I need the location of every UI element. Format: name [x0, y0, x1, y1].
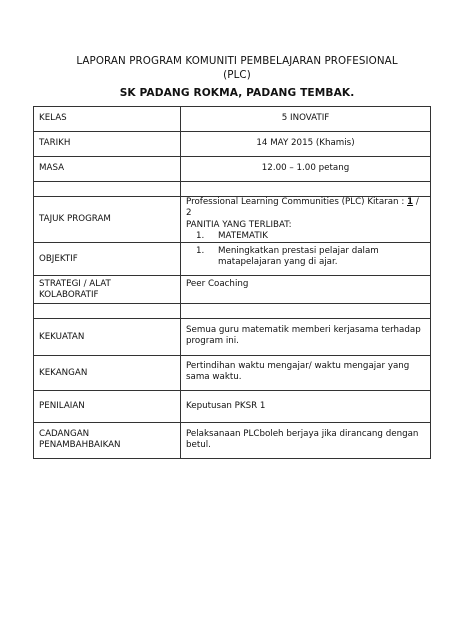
kelas-label: KELAS	[34, 107, 181, 132]
tajuk-slash: /	[413, 197, 419, 207]
row-tajuk	[34, 197, 431, 243]
tajuk-item-number: 1.	[196, 230, 205, 241]
tarikh-label: TARIKH	[34, 132, 181, 157]
row-spacer-2	[34, 304, 431, 319]
row-tarikh	[34, 132, 431, 157]
kekangan-label: KEKANGAN	[34, 356, 181, 391]
tarikh-value: 14 MAY 2015 (Khamis)	[181, 132, 431, 157]
kelas-value: 5 INOVATIF	[181, 107, 431, 132]
kekuatan-line2: program ini.	[186, 336, 239, 347]
row-kekuatan	[34, 319, 431, 356]
tajuk-label: TAJUK PROGRAM	[34, 197, 181, 243]
penilaian-label: PENILAIAN	[34, 391, 181, 423]
tajuk-item: MATEMATIK	[218, 230, 268, 241]
school-name: SK PADANG ROKMA, PADANG TEMBAK.	[119, 87, 355, 99]
row-spacer-1	[34, 182, 431, 197]
objektif-line2: matapelajaran yang di ajar.	[218, 257, 338, 268]
masa-value: 12.00 – 1.00 petang	[181, 157, 431, 182]
penilaian-value: Keputusan PKSR 1	[181, 391, 431, 423]
tajuk-panitia: PANITIA YANG TERLIBAT:	[186, 219, 292, 230]
kekangan-line1: Pertindihan waktu mengajar/ waktu mengajar yang	[186, 361, 410, 372]
masa-label: MASA	[34, 157, 181, 182]
row-strategi	[34, 276, 431, 304]
kekuatan-line1: Semua guru matematik memberi kerjasama terhadap	[186, 325, 421, 336]
report-title-line2: (PLC)	[223, 69, 251, 81]
tajuk-part-number: 1	[407, 197, 414, 207]
cadangan-value	[181, 423, 431, 459]
tajuk-line1: Professional Learning Communities (PLC) Kitaran :	[186, 197, 408, 207]
row-kelas	[34, 107, 431, 132]
objektif-value	[181, 243, 431, 276]
cadangan-label	[34, 423, 181, 459]
cadangan-label-line2: PENAMBAHBAIKAN	[39, 440, 121, 451]
row-objektif	[34, 243, 431, 276]
cadangan-label-line1: CADANGAN	[39, 429, 90, 440]
tajuk-line2: 2	[186, 208, 192, 219]
strategi-label-line1: STRATEGI / ALAT	[39, 279, 111, 290]
strategi-label-line2: KOLABORATIF	[39, 290, 99, 301]
cadangan-line2: betul.	[186, 440, 211, 451]
cadangan-line1: Pelaksanaan PLCboleh berjaya jika dirancang dengan	[186, 429, 419, 440]
tajuk-value	[181, 197, 431, 243]
objektif-label: OBJEKTIF	[34, 243, 181, 276]
row-masa	[34, 157, 431, 182]
report-title-line1: LAPORAN PROGRAM KOMUNITI PEMBELAJARAN PROFESIONAL	[76, 55, 398, 67]
row-penilaian	[34, 391, 431, 423]
objektif-item-number: 1.	[196, 246, 205, 257]
strategi-label	[34, 276, 181, 304]
report-table	[33, 106, 431, 459]
row-cadangan	[34, 423, 431, 459]
strategi-value: Peer Coaching	[181, 276, 431, 304]
kekangan-line2: sama waktu.	[186, 372, 242, 383]
kekuatan-value	[181, 319, 431, 356]
objektif-line1: Meningkatkan prestasi pelajar dalam	[218, 246, 379, 257]
kekuatan-label: KEKUATAN	[34, 319, 181, 356]
kekangan-value	[181, 356, 431, 391]
row-kekangan	[34, 356, 431, 391]
